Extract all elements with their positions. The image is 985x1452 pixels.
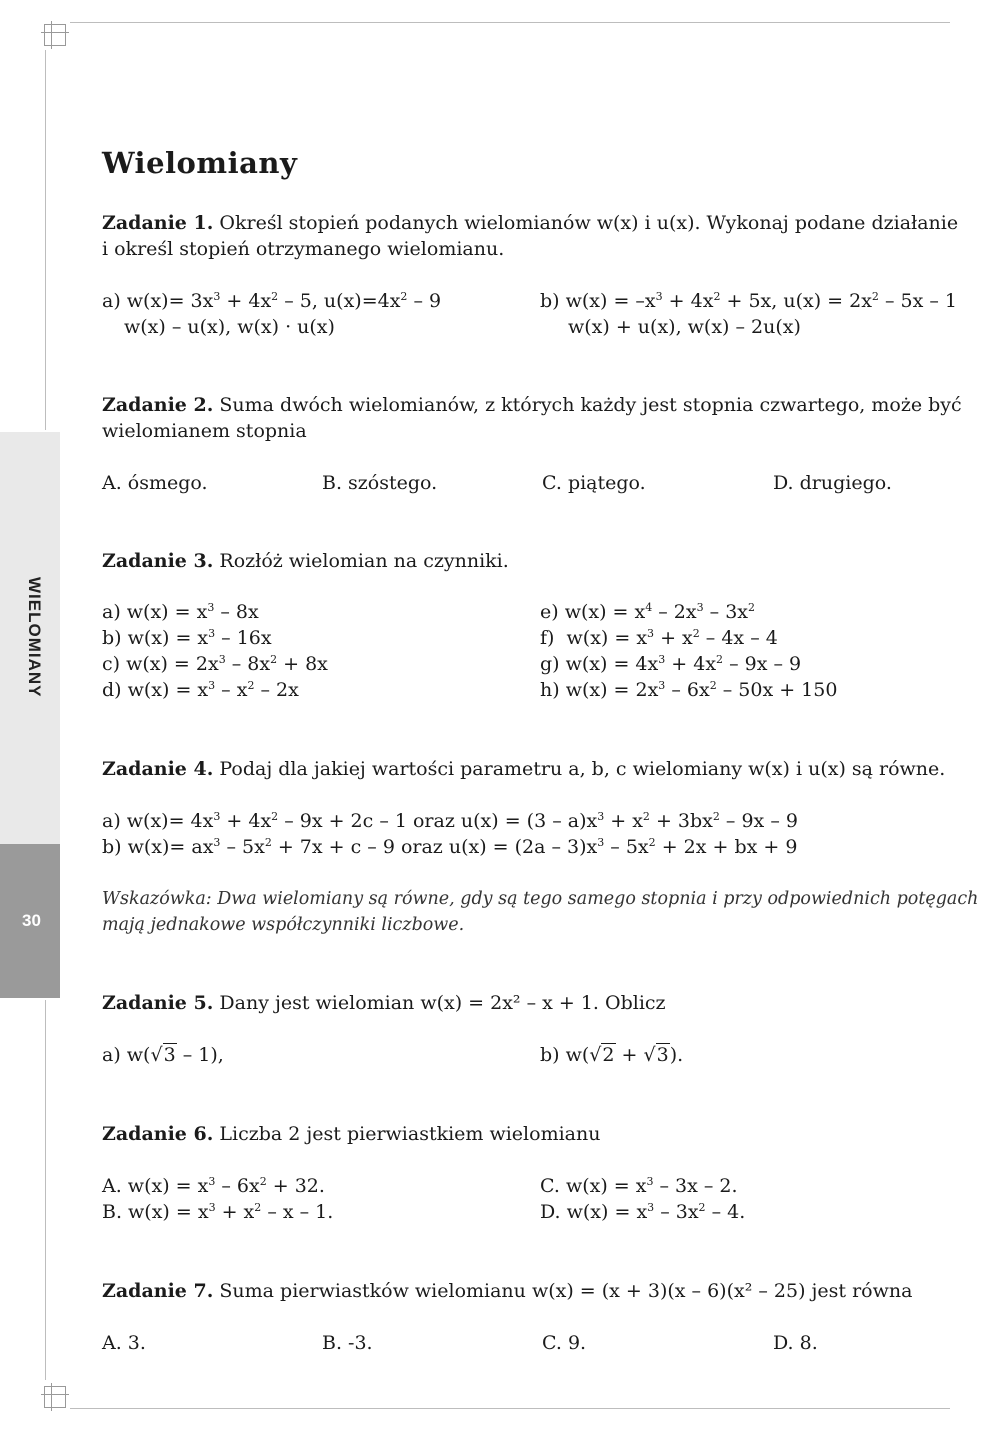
task3-heading [102, 548, 509, 574]
task7-label: Zadanie 7. [102, 1280, 214, 1302]
task5-heading [102, 990, 666, 1016]
task4-hint-line2: mają jednakowe współczynniki liczbowe. [102, 915, 465, 935]
task2-label: Zadanie 2. [102, 394, 214, 416]
task6-option-d: D. $w(x) = x^3 - 3x^2 - 4$. [540, 1201, 746, 1223]
task6-heading [102, 1121, 600, 1147]
task7-option-a: A. 3. [102, 1332, 146, 1354]
task7-option-c: C. 9. [542, 1332, 587, 1354]
left-border [45, 50, 46, 430]
task3-f: f) $w(x) = x^3 + x^2 - 4x - 4$ [540, 627, 778, 649]
task1-text-line2: i określ stopień otrzymanego wielomianu. [102, 238, 505, 260]
task3-text: Rozłóż wielomian na czynniki. [213, 550, 509, 572]
crop-mark-top-icon [44, 24, 66, 46]
task1-a-line2: w(x) – u(x), w(x) · u(x) [124, 316, 335, 338]
task1-b-line2: w(x) + u(x), w(x) – 2u(x) [568, 316, 801, 338]
task2-text: Suma dwóch wielomianów, z których każdy jest stopnia czwartego, może być [213, 394, 962, 416]
bottom-border [70, 1408, 950, 1409]
task1-b-line1: b) $w(x) = -x^3 + 4x^2 + 5x$, $u(x) = 2x^2 - 5x - 1$ [540, 290, 957, 312]
page-number: 30 [22, 911, 41, 930]
task2-option-c: C. piątego. [542, 472, 646, 494]
task4-a: a) $w(x)= 4x^3 + 4x^2 - 9x + 2c - 1$ oraz $u(x) = (3 - a)x^3 + x^2 + 3bx^2 - 9x - 9$ [102, 810, 798, 832]
task4-heading [102, 756, 945, 782]
task3-h: h) $w(x) = 2x^3 - 6x^2 - 50x + 150$ [540, 679, 838, 701]
crop-mark-bottom-icon [44, 1386, 66, 1408]
task3-a: a) $w(x) = x^3 - 8x$ [102, 601, 259, 623]
task4-hint-line1: Wskazówka: Dwa wielomiany są równe, gdy są tego samego stopnia i przy odpowiednich potęgach [102, 889, 979, 909]
task2-text-line2: wielomianem stopnia [102, 420, 307, 442]
task1-label: Zadanie 1. [102, 212, 214, 234]
task6-option-b: B. $w(x) = x^3 + x^2 - x - 1$. [102, 1201, 334, 1223]
task1-heading [102, 210, 958, 236]
task6-option-a: A. $w(x) = x^3 - 6x^2 + 32$. [102, 1175, 325, 1197]
task1-text: Określ stopień podanych wielomianów w(x) i u(x). Wykonaj podane działanie [213, 212, 959, 234]
task4-b: b) $w(x)= ax^3 - 5x^2 + 7x + c - 9$ oraz $u(x) = (2a - 3)x^3 - 5x^2 + 2x$ + bx + 9 [102, 836, 798, 858]
task5-a: a) w(√3 – 1), [102, 1044, 224, 1066]
task3-g: g) $w(x) = 4x^3 + 4x^2 - 9x - 9$ [540, 653, 802, 675]
page-title: Wielomiany [102, 146, 298, 180]
task4-text: Podaj dla jakiej wartości parametru a, b, c wielomiany w(x) i u(x) są równe. [213, 758, 946, 780]
task7-heading [102, 1278, 912, 1304]
task6-option-c: C. $w(x) = x^3 - 3x - 2$. [540, 1175, 738, 1197]
task5-text: Dany jest wielomian w(x) = 2x² – x + 1. Oblicz [213, 992, 666, 1014]
task4-label: Zadanie 4. [102, 758, 214, 780]
task5-b: b) w(√2 + √3). [540, 1044, 684, 1066]
task3-label: Zadanie 3. [102, 550, 214, 572]
task6-label: Zadanie 6. [102, 1123, 214, 1145]
task7-text: Suma pierwiastków wielomianu w(x) = (x + 3)(x – 6)(x² – 25) jest równa [213, 1280, 913, 1302]
task5-label: Zadanie 5. [102, 992, 214, 1014]
task3-e: e) $w(x) = x^4 - 2x^3 - 3x^2$ [540, 601, 755, 623]
side-chapter-label: WIELOMIANY [25, 577, 44, 698]
task3-d: d) $w(x) = x^3 - x^2 - 2x$ [102, 679, 299, 701]
task6-text: Liczba 2 jest pierwiastkiem wielomianu [213, 1123, 601, 1145]
task1-a-line1: a) $w(x)= 3x^3 + 4x^2 - 5$, $u(x)=4x^2 - 9$ [102, 290, 442, 312]
task7-option-b: B. -3. [322, 1332, 373, 1354]
task2-option-d: D. drugiego. [773, 472, 892, 494]
task3-b: b) $w(x) = x^3 - 16x$ [102, 627, 272, 649]
task3-c: c) $w(x) = 2x^3 - 8x^2 + 8x$ [102, 653, 328, 675]
task7-option-d: D. 8. [773, 1332, 818, 1354]
task2-heading [102, 392, 962, 418]
left-border-lower [45, 1000, 46, 1380]
top-border [70, 22, 950, 23]
task2-option-a: A. ósmego. [102, 472, 208, 494]
task2-option-b: B. szóstego. [322, 472, 438, 494]
